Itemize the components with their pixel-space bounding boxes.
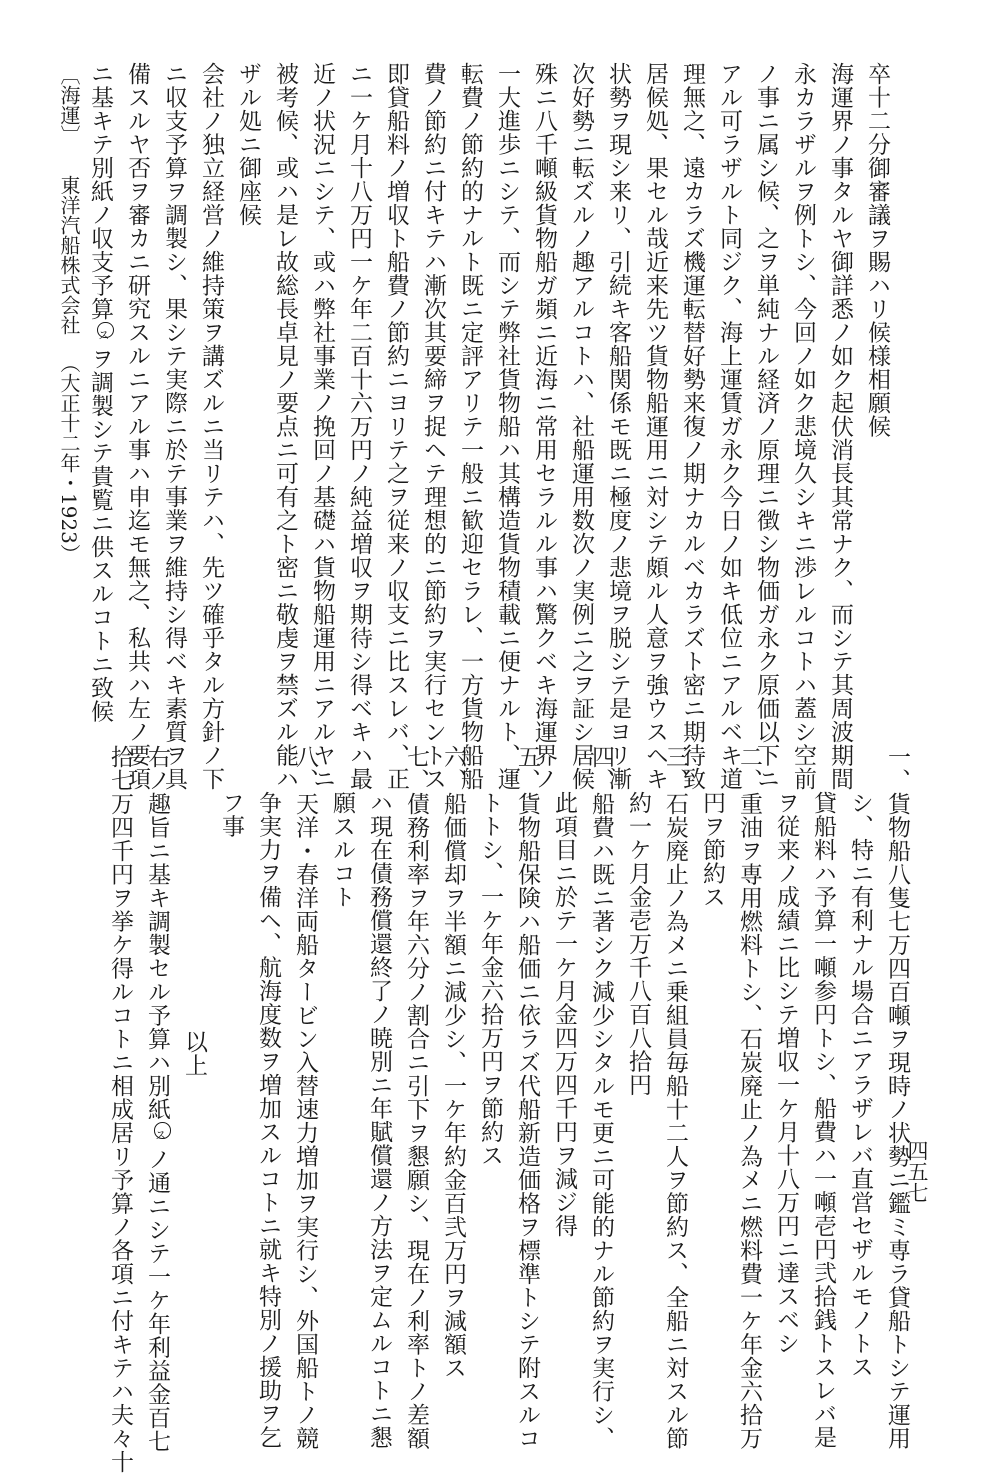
text-line: 次好勢ニ転ズルノ趣アルコトハ、社船運用数次ノ実例ニ之ヲ証シ居候 bbox=[568, 62, 594, 791]
text-line: 居候処、果セル哉近来先ツ貨物船運用ニ対シテ頗ル人意ヲ強ウスヘキ bbox=[642, 62, 668, 791]
closing-ijo: 以上 bbox=[181, 1030, 207, 1077]
text-line: ニ収支予算ヲ調製シ、果シテ実際ニ於テ事業ヲ維持シ得ベキ素質ヲ具 bbox=[161, 62, 187, 791]
text-line: 拾七万四千円ヲ挙ケ得ルコトニ相成居リ予算ノ各項ニ付キテハ夫々十 bbox=[107, 745, 133, 1474]
ryaku-symbol bbox=[152, 1121, 175, 1147]
text-line-part: 右ノ趣旨ニ基キ調製セル予算ハ別紙 bbox=[144, 745, 170, 1121]
text-line: ニ一ケ月十八万円一ケ年二百十六万円ノ純益増収ヲ期待シ得ベキハ最 bbox=[346, 62, 372, 791]
text-line: 海運界ノ事タルヤ御詳悉ノ如ク起伏消長其常ナク、而シテ其周波期間 bbox=[827, 62, 853, 791]
footer-section: 〔海運〕 bbox=[57, 65, 81, 145]
text-line: 永カラザルヲ例トシ、今回ノ如ク悲境久シキニ渉レルコトハ蓋シ空前 bbox=[790, 62, 816, 791]
text-line: 卒十二分御審議ヲ賜ハリ候様相願候 bbox=[864, 62, 890, 438]
text-line-part: ニ基キテ別紙ノ収支予算 bbox=[87, 62, 113, 321]
footer-year: （大正十二年・1923） bbox=[57, 353, 81, 564]
list-item-text: 七、債務利率ヲ年六分ノ割合ニ引下ヲ懇願シ、現在ノ利率トノ差額 bbox=[403, 745, 429, 1450]
list-item-continuation: 約一ケ月金壱万千八百八拾円 bbox=[625, 791, 651, 1097]
page-number: 四五七 bbox=[905, 1140, 929, 1203]
list-item-text: 四、船費ハ既ニ著シク減少シタルモ更ニ可能的ナル節約ヲ実行シ、 bbox=[588, 745, 614, 1450]
list-item-text: 二、重油ヲ専用燃料トシ、石炭廃止ノ為メニ燃料費一ケ年金六拾万 bbox=[736, 745, 762, 1450]
text-line: 殊ニ八千噸級貨物船ガ頻ニ近海ニ常用セラルル事ハ驚クベキ海運界ノ bbox=[531, 62, 557, 791]
list-item-continuation: 貸船料ハ予算一噸参円トシ、船費ハ一噸壱円弐拾銭トスレバ是 bbox=[810, 791, 836, 1449]
text-line: 状勢ヲ現シ来リ、引続キ客船関係モ既ニ極度ノ悲境ヲ脱シテ是ヨリ漸 bbox=[605, 62, 631, 791]
text-line: 被考候、或ハ是レ故総長卓見ノ要点ニ可有之ト密ニ敬虔ヲ禁ズル能ハ bbox=[272, 62, 298, 791]
text-line: ノ事ニ属シ候、之ヲ単純ナル経済ノ原理ニ徴シ物価ガ永ク原価以下ニ bbox=[753, 62, 779, 791]
text-line: 会社ノ独立経営ノ維持策ヲ講ズルニ当リテハ、先ツ確乎タル方針ノ下 bbox=[198, 62, 224, 791]
text-line: 転費ノ節約的ナルト既ニ定評アリテ一般ニ歓迎セラレ、一方貨物船船 bbox=[457, 62, 483, 791]
text-line: 費ノ節約ニ付キテハ漸次其要締ヲ捉ヘテ理想的ニ節約ヲ実行セントス bbox=[420, 62, 446, 791]
list-item-text: 八、天洋・春洋両船タービン入替速力増加ヲ実行シ、外国船トノ競 bbox=[292, 745, 318, 1450]
footer-company: 東洋汽船株式会社 bbox=[57, 175, 81, 335]
text-line: アル可ラザルト同ジク、海上運賃ガ永ク今日ノ如キ低位ニアルベキ道 bbox=[716, 62, 742, 791]
list-item-continuation: 此項目ニ於テ一ケ月金四万四千円ヲ減ジ得 bbox=[551, 791, 577, 1238]
list-item-continuation: 争実力ヲ備ヘ、航海度数ヲ増加スルコトニ就キ特別ノ援助ヲ乞 bbox=[255, 791, 281, 1449]
text-line: 近ノ状況ニシテ、或ハ弊社事業ノ挽回ノ基礎ハ貨物船運用ニアルヤニ bbox=[309, 62, 335, 791]
list-item-continuation: トトシ、一ケ年金六拾万円ヲ節約ス bbox=[477, 791, 503, 1167]
text-line: 備スルヤ否ヲ審カニ研究スルニアル事ハ申迄モ無之、私共ハ左ノ要項 bbox=[124, 62, 150, 791]
list-item-continuation: フ事 bbox=[218, 791, 244, 838]
list-item-text: 三、石炭廃止ノ為メニ乗組員毎船十二人ヲ節約ス、全船ニ対スル節 bbox=[662, 745, 688, 1450]
list-item-continuation: シ、特ニ有利ナル場合ニアラザレバ直営セザルモノトス bbox=[847, 791, 873, 1379]
text-line-part: ノ通ニシテ一ケ年利益金百七 bbox=[144, 1147, 170, 1453]
text-line bbox=[81, 62, 118, 723]
upper-text-block bbox=[87, 62, 895, 791]
running-footer bbox=[52, 65, 86, 705]
list-item-continuation: ヲ従来ノ成績ニ比シテ増収一ケ月十八万円ニ達スベシ bbox=[773, 791, 799, 1355]
text-line-part: ヲ調製シテ貴覧ニ供スルコトニ致候 bbox=[87, 346, 113, 723]
text-line: ザル処ニ御座候 bbox=[235, 62, 261, 227]
text-line: 即貸船料ノ増収ト船費ノ節約ニヨリテ之ヲ従来ノ収支ニ比スレバ、正 bbox=[383, 62, 409, 791]
list-item-continuation: 願スルコト bbox=[329, 791, 355, 909]
text-line: 理無之、遠カラズ機運転替好勢来復ノ期ナカルベカラズト密ニ期待致 bbox=[679, 62, 705, 791]
list-item-text: 六、船価償却ヲ半額ニ減少シ、一ケ年約金百弐万円ヲ減額ス bbox=[440, 745, 466, 1380]
ryaku-symbol bbox=[95, 321, 118, 347]
list-item-continuation: ハ現在債務償還終了ノ暁別ニ年賦償還ノ方法ヲ定ムルコトニ懇 bbox=[366, 791, 392, 1449]
list-item-continuation: 円ヲ節約ス bbox=[699, 791, 725, 909]
text-line bbox=[138, 745, 175, 1453]
list-item-text: 五、貨物船保険ハ船価ニ依ラズ代船新造価格ヲ標準トシテ附スルコ bbox=[514, 745, 540, 1450]
list-item-text: 一、貨物船八隻七万四百噸ヲ現時ノ状勢ニ鑑ミ専ラ貸船トシテ運用 bbox=[884, 745, 910, 1450]
text-line: 一大進歩ニシテ、而シテ弊社貨物船ハ其構造貨物積載ニ便ナルト、運 bbox=[494, 62, 520, 791]
lower-text-block bbox=[103, 745, 915, 1474]
